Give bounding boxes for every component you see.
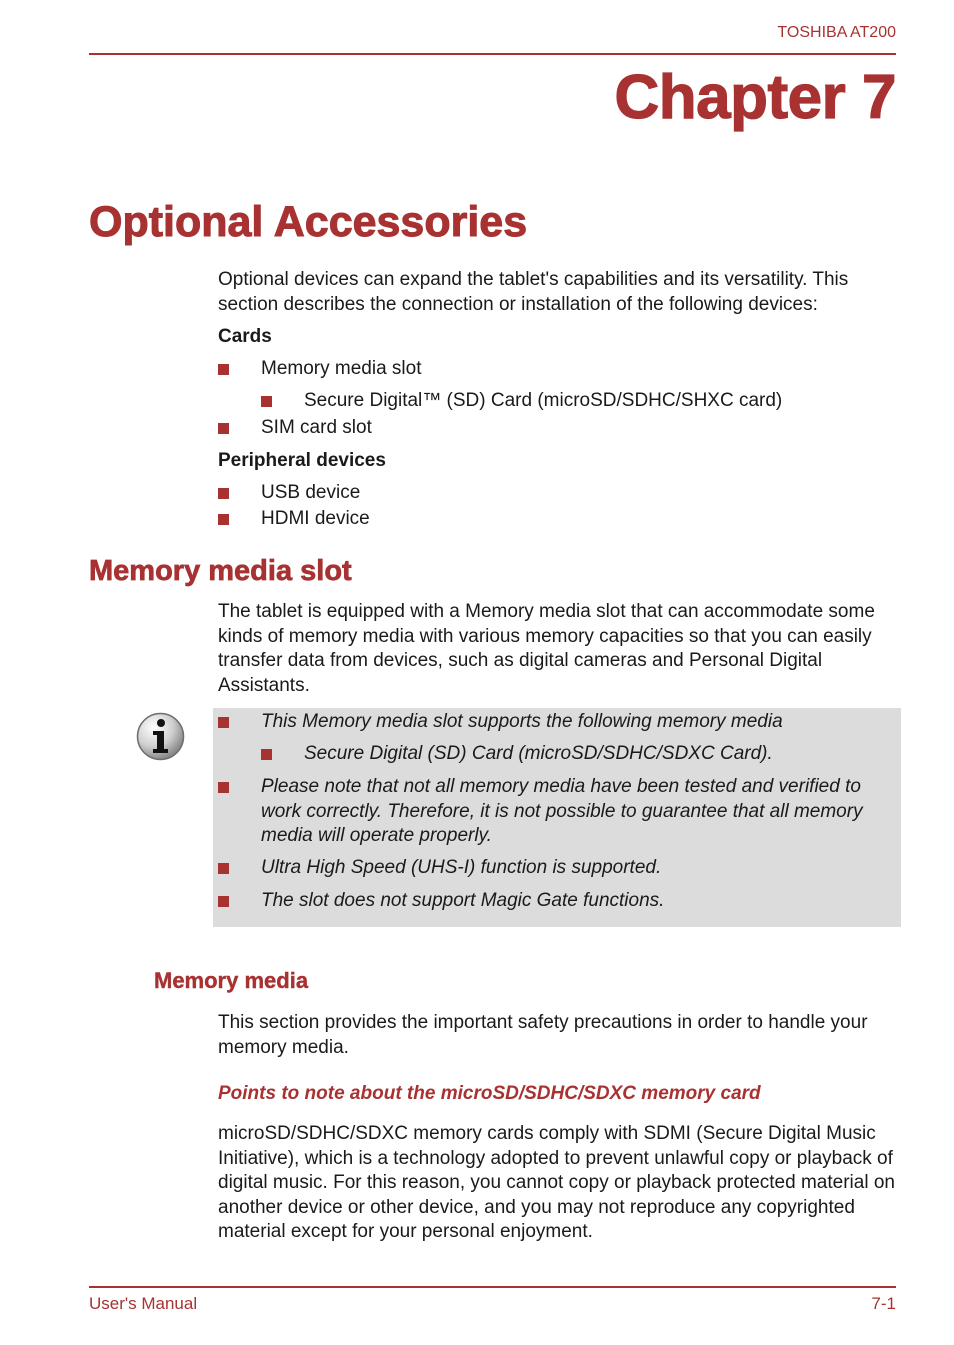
- bullet-square-icon: [218, 896, 229, 907]
- info-icon: [136, 712, 185, 761]
- chapter-title: Chapter 7: [614, 63, 896, 132]
- bullet-square-icon: [218, 782, 229, 793]
- list-item-secure-digital: Secure Digital™ (SD) Card (microSD/SDHC/SHXC card): [304, 390, 783, 411]
- memory-slot-paragraph: The tablet is equipped with a Memory media slot that can accommodate some kinds of memory media with various memory capacities so that you can easily transfer data from devices, such as digital cameras and Personal Digital Assistants.: [218, 601, 875, 696]
- subheading-points-to-note: Points to note about the microSD/SDHC/SDXC memory card: [218, 1083, 761, 1104]
- memory-media-paragraph: This section provides the important safety precautions in order to handle your memory media.: [218, 1012, 868, 1058]
- bullet-square-icon: [261, 396, 272, 407]
- header-brand: TOSHIBA AT200: [777, 24, 896, 41]
- footer-manual-label: User's Manual: [89, 1294, 198, 1313]
- bullet-square-icon: [218, 717, 229, 728]
- page-title: Optional Accessories: [89, 198, 528, 246]
- bullet-square-icon: [218, 863, 229, 874]
- bullet-square-icon: [218, 514, 229, 525]
- peripherals-label: Peripheral devices: [218, 450, 386, 471]
- list-item-memory-media-slot: Memory media slot: [261, 358, 422, 379]
- note-sub-item: Secure Digital (SD) Card (microSD/SDHC/SDXC Card).: [304, 743, 773, 764]
- list-item-hdmi-device: HDMI device: [261, 508, 370, 529]
- bullet-square-icon: [218, 364, 229, 375]
- note-item: This Memory media slot supports the following memory media: [261, 711, 783, 732]
- note-item: Please note that not all memory media have been tested and verified to work correctly. Therefore, it is not possible to guarantee that all memory media will operate properly.: [261, 776, 863, 846]
- page-number: 7-1: [871, 1294, 896, 1313]
- intro-paragraph: Optional devices can expand the tablet's capabilities and its versatility. This section describes the connection or installation of the following devices:: [218, 269, 849, 315]
- footer-rule: [89, 1286, 896, 1288]
- bullet-square-icon: [218, 488, 229, 499]
- note-item: The slot does not support Magic Gate functions.: [261, 890, 665, 911]
- bullet-square-icon: [218, 423, 229, 434]
- section-heading-memory-media-slot: Memory media slot: [89, 555, 352, 587]
- list-item-sim-card-slot: SIM card slot: [261, 417, 372, 438]
- bullet-square-icon: [261, 749, 272, 760]
- sdmi-paragraph: microSD/SDHC/SDXC memory cards comply with SDMI (Secure Digital Music Initiative), which is a technology adopted to prevent unlawful copy or playback of digital music. For this reason, you cannot copy or playback protected material on another device or other device, and you may not reproduce any copyrighted material except for your personal enjoyment.: [218, 1123, 895, 1242]
- cards-label: Cards: [218, 326, 272, 347]
- note-item: Ultra High Speed (UHS-I) function is supported.: [261, 857, 662, 878]
- section-heading-memory-media: Memory media: [154, 968, 309, 993]
- list-item-usb-device: USB device: [261, 482, 361, 503]
- header-rule: [89, 53, 896, 55]
